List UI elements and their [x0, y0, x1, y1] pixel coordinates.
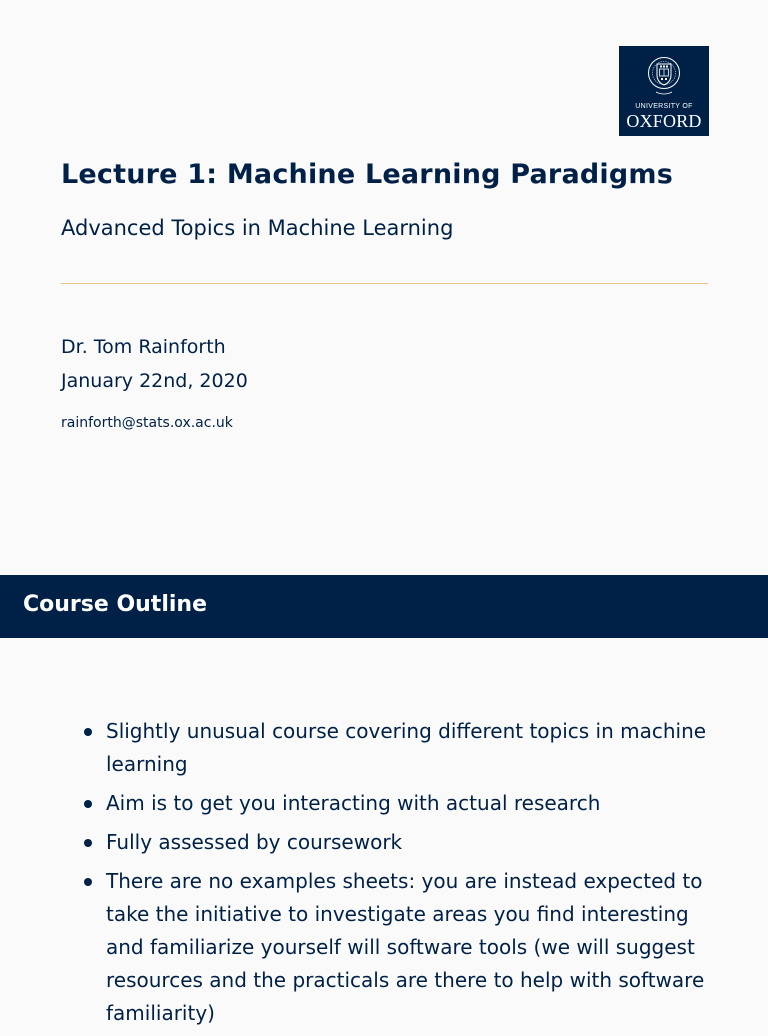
university-logo: [619, 46, 709, 136]
bullet-icon: [84, 878, 92, 886]
author-name: Dr. Tom Rainforth: [61, 336, 226, 358]
bullet-icon: [84, 839, 92, 847]
oxford-crest-icon: [647, 52, 681, 102]
logo-line-2: OXFORD: [626, 111, 702, 131]
title-divider: [61, 283, 708, 284]
presentation-title: Lecture 1: Machine Learning Paradigms: [61, 159, 673, 190]
frame-title: Course Outline: [23, 592, 207, 617]
list-item: [80, 787, 720, 820]
list-item: [80, 865, 720, 1030]
presentation-subtitle: Advanced Topics in Machine Learning: [61, 216, 454, 240]
bullet-list: [80, 715, 720, 1036]
bullet-text: There are no examples sheets: you are instead expected to take the initiative to investigate areas you find interesting and familiarize yourself will software tools (we will suggest resources and the practicals are there to help with software familiarity): [106, 869, 705, 1025]
logo-line-1: UNIVERSITY OF: [635, 103, 693, 110]
bullet-icon: [84, 728, 92, 736]
bullet-text: Slightly unusual course covering different topics in machine learning: [106, 719, 707, 776]
outline-slide: [0, 575, 768, 1024]
presentation-date: January 22nd, 2020: [61, 370, 248, 392]
list-item: [80, 715, 720, 781]
bullet-icon: [84, 800, 92, 808]
frame-title-bar: [0, 575, 768, 638]
list-item: [80, 826, 720, 859]
author-email: rainforth@stats.ox.ac.uk: [61, 415, 233, 431]
bullet-text: Aim is to get you interacting with actual research: [106, 791, 601, 815]
bullet-text: Fully assessed by coursework: [106, 830, 403, 854]
